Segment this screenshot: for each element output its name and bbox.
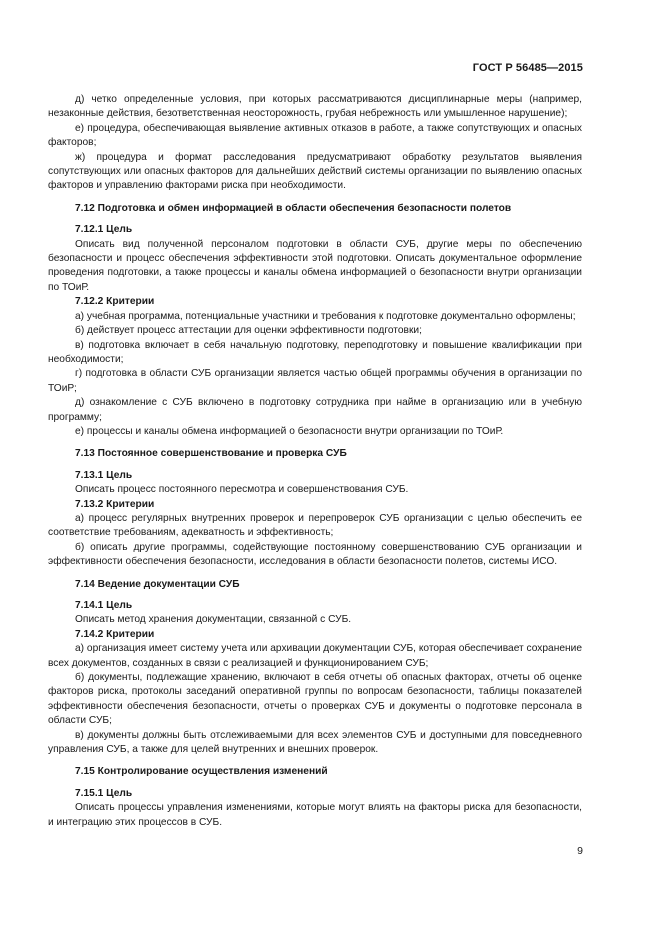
subsection-heading: 7.14.2 Критерии	[75, 628, 155, 640]
list-item: г) подготовка в области СУБ организации является частью общей программы обучения в организации по ТОиР;	[48, 368, 582, 394]
section-heading: 7.14 Ведение документации СУБ	[75, 578, 240, 590]
subsection-heading: 7.12.2 Критерии	[75, 296, 155, 308]
paragraph: Описать метод хранения документации, связанной с СУБ.	[75, 614, 352, 626]
list-item: в) документы должны быть отслеживаемыми для всех элементов СУБ и доступными для повседневного управления СУБ, а также для целей внутренних и внешних проверок.	[48, 729, 582, 756]
paragraph: е) процедура, обеспечивающая выявление активных отказов в работе, а также сопутствующих и опасных факторов;	[48, 122, 582, 149]
list-item: д) ознакомление с СУБ включено в подготовку сотрудника при найме в организацию или в учебную программу;	[48, 397, 582, 423]
list-item: б) действует процесс аттестации для оценки эффективности подготовки;	[75, 325, 422, 337]
paragraph: д) четко определенные условия, при которых рассматриваются дисциплинарные меры (например, незаконные действия, безответственная неосторожность, грубая небрежность или умышленное нарушение);	[48, 94, 582, 120]
list-item: е) процессы и каналы обмена информацией о безопасности внутри организации по ТОиР.	[75, 425, 504, 437]
subsection-heading: 7.15.1 Цель	[75, 787, 133, 799]
paragraph: Описать процессы управления изменениями, которые могут влиять на факторы риска для безопасности, и интеграцию этих процессов в СУБ.	[48, 802, 582, 828]
list-item: а) процесс регулярных внутренних проверок и перепроверок СУБ организации с целью обеспечить ее соответствие требованиям, адекватность и эффективность;	[48, 512, 582, 539]
paragraph: Описать вид полученной персоналом подготовки в области СУБ, другие меры по обеспечению безопасности и процесс обеспечения эффективности этой подготовки. Описать документальное оформление проведения подготовки, а также процессы и каналы обмена информацией о безопасности внутри организации по ТОиР.	[48, 238, 582, 293]
section-heading: 7.13 Постоянное совершенствование и проверка СУБ	[75, 448, 347, 460]
list-item: а) организация имеет систему учета или архивации документации СУБ, которая обеспечивает сохранение всех документов, созданных в связи с реализацией и функционированием СУБ;	[48, 643, 582, 669]
document-code: ГОСТ Р 56485—2015	[472, 62, 583, 74]
paragraph: ж) процедура и формат расследования предусматривают обработку результатов выявления сопутствующих или опасных факторов для дальнейших действий системы организации по выявлению опасных факторов и управлению факторами риска при необходимости.	[48, 151, 582, 192]
page-number: 9	[577, 845, 583, 857]
paragraph: Описать процесс постоянного пересмотра и совершенствования СУБ.	[75, 484, 409, 496]
subsection-heading: 7.13.1 Цель	[75, 469, 133, 481]
document-body	[48, 93, 582, 830]
subsection-heading: 7.12.1 Цель	[75, 224, 133, 236]
subsection-heading: 7.13.2 Критерии	[75, 498, 155, 510]
section-heading: 7.15 Контролирование осуществления изменений	[75, 766, 328, 778]
list-item: в) подготовка включает в себя начальную подготовку, переподготовку и повышение квалификации при необходимости;	[48, 339, 582, 365]
subsection-heading: 7.14.1 Цель	[75, 600, 133, 611]
section-heading: 7.12 Подготовка и обмен информацией в области обеспечения безопасности полетов	[75, 202, 512, 214]
list-item: а) учебная программа, потенциальные участники и требования к подготовке документально оформлены;	[75, 310, 576, 322]
list-item: б) документы, подлежащие хранению, включают в себя отчеты об опасных факторах, отчеты об оценке факторов риска, протоколы заседаний оперативной группы по вопросам безопасности, таблицы показателей эффективности обеспечения безопасности, отчеты о проверках СУБ и документы о подготовке персонала в области СУБ;	[48, 672, 582, 727]
list-item: б) описать другие программы, содействующие постоянному совершенствованию СУБ организации и эффективности обеспечения безопасности, исследования в области безопасности полетов, системы ИСО.	[48, 541, 582, 568]
